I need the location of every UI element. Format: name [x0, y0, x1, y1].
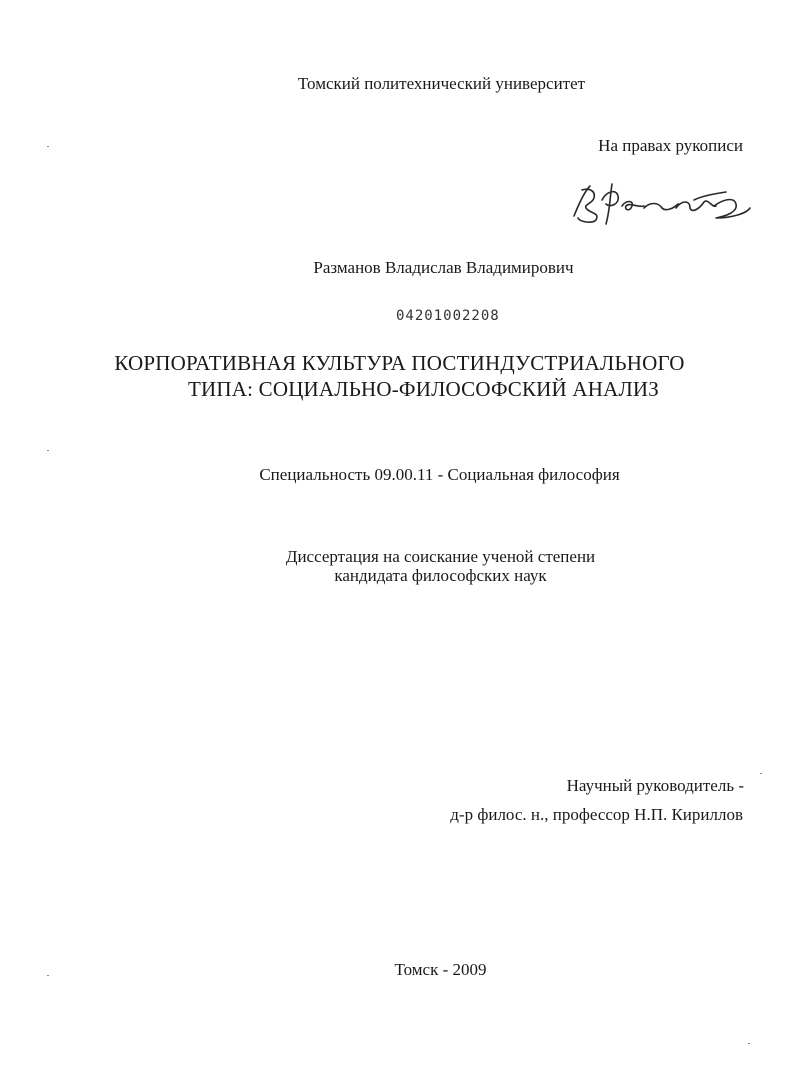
registration-code: 04201002208 [396, 308, 500, 324]
specialty: Специальность 09.00.11 - Социальная философия [259, 465, 620, 484]
dissertation-title-line-2: ТИПА: СОЦИАЛЬНО-ФИЛОСОФСКИЙ АНАЛИЗ [188, 377, 659, 401]
dissertation-title-line-1: КОРПОРАТИВНАЯ КУЛЬТУРА ПОСТИНДУСТРИАЛЬНОГО [114, 351, 685, 375]
author-name: Разманов Владислав Владимирович [313, 258, 574, 277]
degree-line-1: Диссертация на соискание ученой степени [285, 547, 596, 566]
supervisor-name: д-р филос. н., профессор Н.П. Кириллов [450, 805, 743, 824]
scan-speck [47, 975, 49, 976]
scan-speck [748, 1043, 750, 1044]
scan-speck [47, 450, 49, 451]
degree-line-2: кандидата философских наук [334, 566, 547, 585]
scan-speck [47, 146, 49, 147]
supervisor-label: Научный руководитель - [566, 776, 744, 795]
institution-name: Томский политехнический университет [297, 74, 586, 93]
signature-icon [566, 178, 756, 228]
manuscript-rights-note: На правах рукописи [598, 136, 743, 155]
city-year: Томск - 2009 [394, 960, 487, 979]
scan-speck [760, 773, 762, 774]
